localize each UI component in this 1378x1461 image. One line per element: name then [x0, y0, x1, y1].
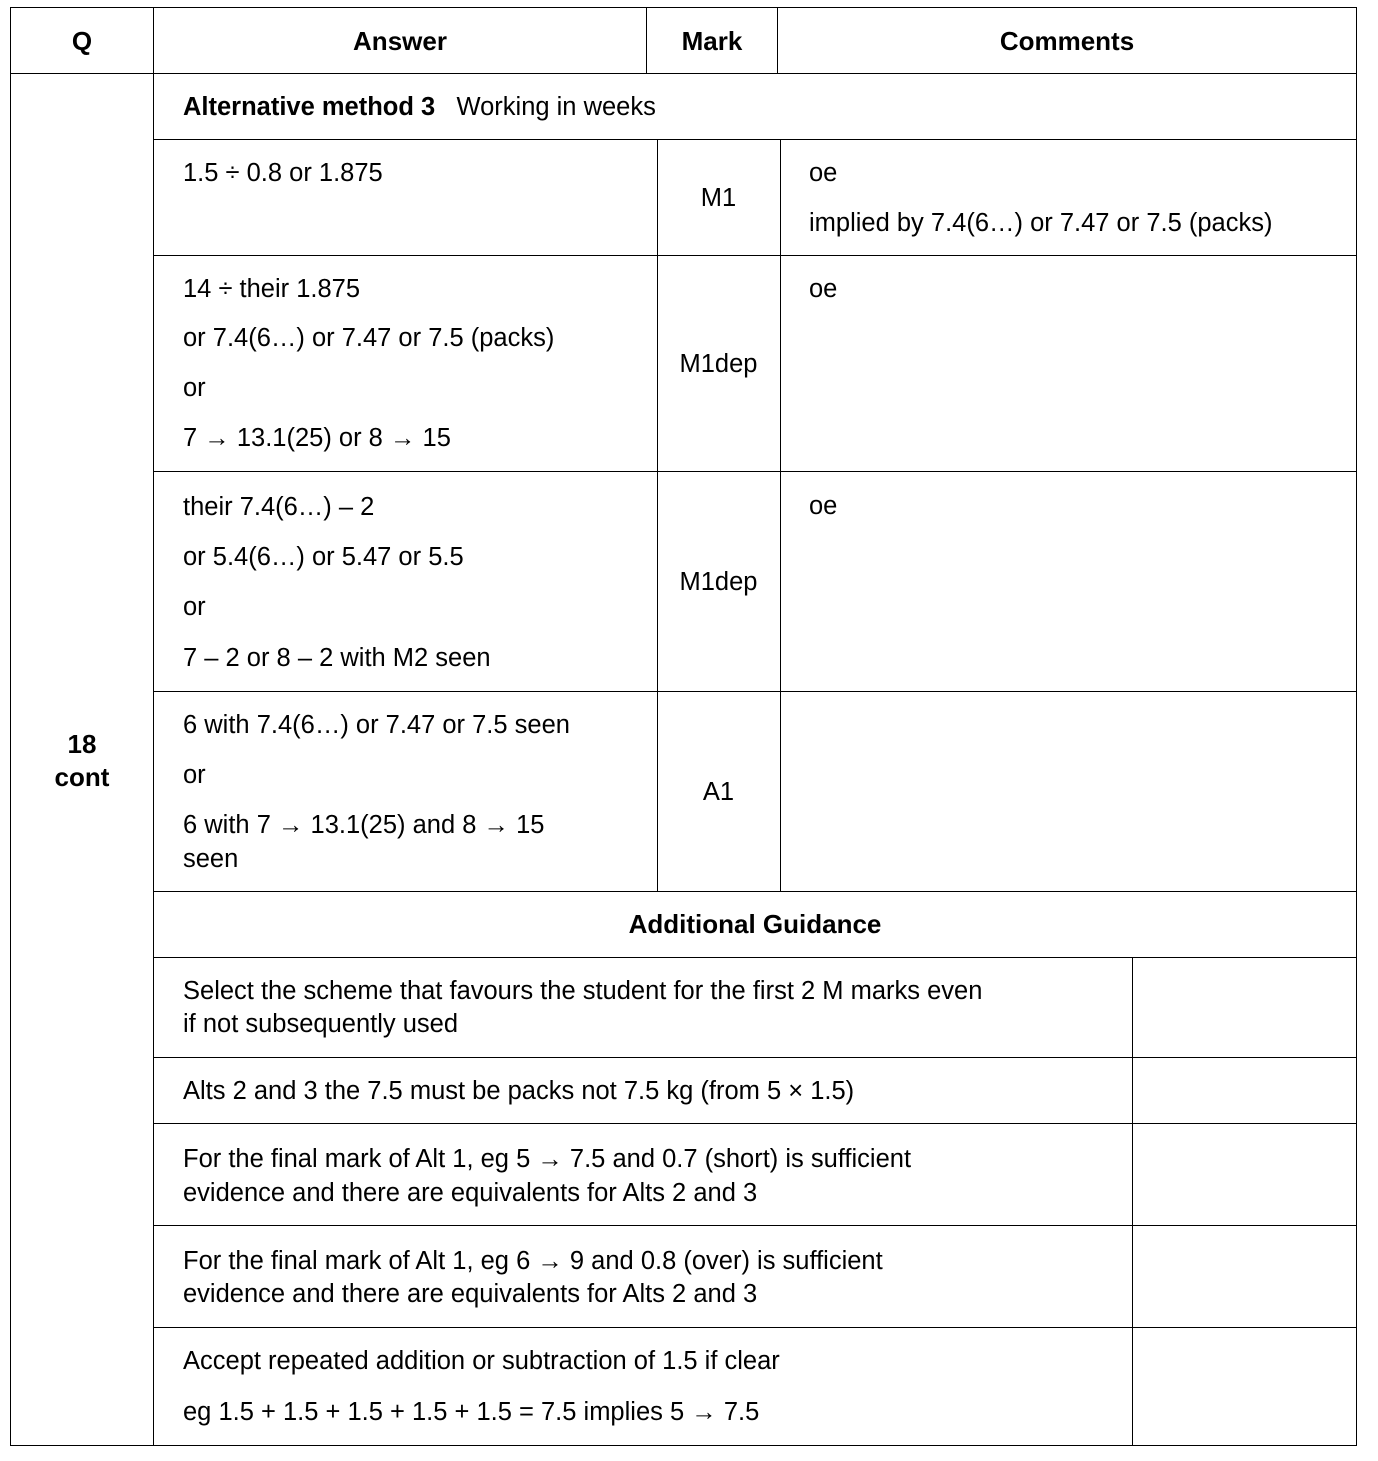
rule-row-3-bottom — [153, 691, 1357, 692]
row-4-answer-line-4: seen — [183, 845, 239, 873]
header-answer: Answer — [353, 26, 447, 56]
row-2-answer-line-3: or — [183, 374, 206, 402]
row-3-comment-line-1: oe — [809, 492, 838, 520]
rule-header-bottom — [10, 73, 1357, 74]
rule-guidance-4-bottom — [153, 1327, 1357, 1328]
guidance-1-line-2: if not subsequently used — [183, 1010, 459, 1038]
row-4-answer-line-1: 6 with 7.4(6…) or 7.47 or 7.5 seen — [183, 711, 570, 739]
row-3-answer-line-1: their 7.4(6…) – 2 — [183, 493, 375, 521]
rule-method-bottom — [153, 139, 1357, 140]
guidance-4-line-1: For the final mark of Alt 1, eg 6 → 9 and 0.8 (over) is sufficient — [183, 1247, 883, 1275]
guidance-3-line-2: evidence and there are equivalents for Alts 2 and 3 — [183, 1179, 758, 1207]
row-3-answer-line-3: or — [183, 593, 206, 621]
row-1-answer-line-1: 1.5 ÷ 0.8 or 1.875 — [183, 159, 383, 187]
rule-q-right — [153, 7, 154, 1446]
rule-guidance-title-bottom — [153, 957, 1357, 958]
row-4-mark: A1 — [702, 778, 735, 806]
rule-right — [1356, 7, 1357, 1446]
header-comments: Comments — [999, 26, 1135, 56]
rule-row-4-bottom — [153, 891, 1357, 892]
rule-header-mark-right — [777, 7, 778, 74]
row-4-answer-line-2: or — [183, 761, 206, 789]
rule-guidance-3-bottom — [153, 1225, 1357, 1226]
row-2-answer-line-4: 7 → 13.1(25) or 8 → 15 — [183, 424, 451, 452]
method-label: Alternative method 3 — [183, 93, 436, 121]
guidance-title: Additional Guidance — [628, 909, 882, 939]
method-title — [183, 92, 656, 122]
rule-row-2-bottom — [153, 471, 1357, 472]
row-3-mark: M1dep — [679, 568, 758, 596]
guidance-5-line-2: eg 1.5 + 1.5 + 1.5 + 1.5 + 1.5 = 7.5 implies 5 → 7.5 — [183, 1398, 760, 1426]
rule-row-1-bottom — [153, 255, 1357, 256]
row-2-comment-line-1: oe — [809, 275, 838, 303]
row-1-comment-line-1: oe — [809, 159, 838, 187]
row-3-answer-line-4: 7 – 2 or 8 – 2 with M2 seen — [183, 644, 491, 672]
rule-left — [10, 7, 11, 1446]
row-2-answer-line-2: or 7.4(6…) or 7.47 or 7.5 (packs) — [183, 324, 555, 352]
row-1-mark: M1 — [700, 184, 737, 212]
guidance-2-line-1: Alts 2 and 3 the 7.5 must be packs not 7.5 kg (from 5 × 1.5) — [183, 1077, 855, 1105]
guidance-3-line-1: For the final mark of Alt 1, eg 5 → 7.5 and 0.7 (short) is sufficient — [183, 1145, 912, 1173]
row-2-answer-line-1: 14 ÷ their 1.875 — [183, 275, 361, 303]
guidance-1-line-1: Select the scheme that favours the student for the first 2 M marks even — [183, 977, 983, 1005]
header-q: Q — [71, 26, 93, 56]
rule-guidance-2-bottom — [153, 1123, 1357, 1124]
rule-top — [10, 7, 1357, 8]
guidance-5-line-1: Accept repeated addition or subtraction of 1.5 if clear — [183, 1347, 780, 1375]
rule-answer-right — [657, 139, 658, 892]
question-suffix: cont — [54, 762, 110, 792]
header-mark: Mark — [681, 26, 743, 56]
rule-guidance-1-bottom — [153, 1057, 1357, 1058]
row-1-comment-line-2: implied by 7.4(6…) or 7.47 or 7.5 (packs) — [809, 209, 1273, 237]
rule-header-answer-right — [646, 7, 647, 74]
method-description: Working in weeks — [456, 93, 656, 121]
row-3-answer-line-2: or 5.4(6…) or 5.47 or 5.5 — [183, 543, 464, 571]
rule-guidance-right — [1132, 957, 1133, 1446]
question-number: 18 — [67, 729, 97, 759]
row-4-answer-line-3: 6 with 7 → 13.1(25) and 8 → 15 — [183, 811, 545, 839]
guidance-4-line-2: evidence and there are equivalents for Alts 2 and 3 — [183, 1280, 758, 1308]
rule-mark-right — [780, 139, 781, 892]
row-2-mark: M1dep — [679, 350, 758, 378]
rule-bottom — [10, 1445, 1357, 1446]
